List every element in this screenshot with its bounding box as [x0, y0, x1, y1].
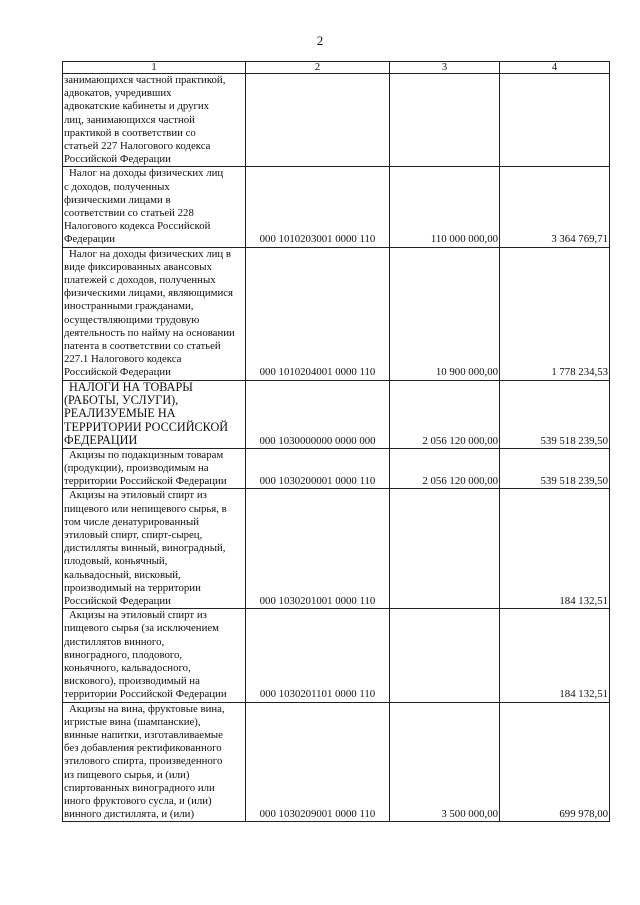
table-row	[63, 247, 610, 380]
row-budget-code: 000 1030201101 0000 110	[246, 609, 390, 702]
table-row	[63, 167, 610, 247]
row-budget-code: 000 1010204001 0000 110	[246, 247, 390, 380]
description-line: пищевого или непищевого сырья, в	[64, 502, 227, 515]
row-fact-amount: 539 518 239,50	[500, 380, 610, 448]
description-line: НАЛОГИ НА ТОВАРЫ	[69, 379, 193, 394]
description-line: без добавления ректификованного	[64, 742, 222, 755]
row-plan-amount: 2 056 120 000,00	[390, 448, 500, 489]
description-line: игристые вина (шампанские),	[64, 715, 201, 728]
description-line: лиц, занимающихся частной	[64, 113, 195, 126]
row-description	[63, 448, 246, 489]
table-header-row	[63, 62, 610, 74]
description-line: пищевого сырья (за исключением	[64, 622, 219, 635]
description-line: спиртованных виноградного или	[64, 781, 215, 794]
table-row	[63, 489, 610, 609]
row-plan-amount: 3 500 000,00	[390, 702, 500, 822]
table-row	[63, 380, 610, 448]
row-plan-amount: 110 000 000,00	[390, 167, 500, 247]
description-line: плодовый, коньячный,	[64, 555, 168, 568]
description-line: из пищевого сырья, и (или)	[64, 768, 190, 781]
description-line: Федерации	[64, 233, 115, 246]
description-line: Российской Федерации	[64, 594, 171, 607]
row-budget-code: 000 1030209001 0000 110	[246, 702, 390, 822]
description-line: Акцизы на вина, фруктовые вина,	[69, 702, 225, 715]
row-fact-amount	[500, 74, 610, 167]
row-description	[63, 74, 246, 167]
row-plan-amount: 10 900 000,00	[390, 247, 500, 380]
description-line: винные напитки, изготавливаемые	[64, 728, 223, 741]
description-line: иностранными гражданами,	[64, 300, 194, 313]
description-line: этиловый спирт, спирт-сырец,	[64, 528, 203, 541]
row-budget-code: 000 1010203001 0000 110	[246, 167, 390, 247]
row-description	[63, 167, 246, 247]
revenue-table	[62, 61, 610, 822]
description-line: физическими лицами, являющимися	[64, 287, 233, 300]
description-line: дистиллятов винного,	[64, 635, 165, 648]
row-plan-amount	[390, 74, 500, 167]
description-line: адвокатов, учредивших	[64, 87, 172, 100]
row-plan-amount	[390, 489, 500, 609]
description-line: этилового спирта, произведенного	[64, 755, 223, 768]
row-description	[63, 609, 246, 702]
description-line: Налог на доходы физических лиц в	[69, 247, 231, 260]
description-line: виноградного, плодового,	[64, 648, 183, 661]
description-line: практикой в соответствии со	[64, 126, 196, 139]
description-line: Налогового кодекса Российской	[64, 220, 211, 233]
row-fact-amount: 1 778 234,53	[500, 247, 610, 380]
description-line: ФЕДЕРАЦИИ	[64, 433, 138, 448]
description-line: РЕАЛИЗУЕМЫЕ НА	[64, 406, 176, 421]
description-line: кальвадосный, висковый,	[64, 568, 181, 581]
row-fact-amount: 3 364 769,71	[500, 167, 610, 247]
description-line: с доходов, полученных	[64, 180, 170, 193]
row-budget-code	[246, 74, 390, 167]
column-header-2: 2	[246, 62, 390, 74]
description-line: иного фруктового сусла, и (или)	[64, 794, 212, 807]
description-line: территории Российской Федерации	[64, 475, 227, 488]
column-header-4: 4	[500, 62, 610, 74]
row-budget-code: 000 1030200001 0000 110	[246, 448, 390, 489]
row-budget-code: 000 1030000000 0000 000	[246, 380, 390, 448]
table-row	[63, 448, 610, 489]
row-description	[63, 489, 246, 609]
description-line: Акцизы по подакцизным товарам	[69, 448, 224, 461]
column-header-3: 3	[390, 62, 500, 74]
row-description	[63, 380, 246, 448]
description-line: 227.1 Налогового кодекса	[64, 353, 182, 366]
table-row	[63, 609, 610, 702]
description-line: занимающихся частной практикой,	[64, 74, 226, 86]
description-line: деятельность по найму на основании	[64, 326, 235, 339]
description-line: соответствии со статьей 228	[64, 207, 194, 220]
description-line: дистилляты винный, виноградный,	[64, 542, 226, 555]
row-fact-amount: 539 518 239,50	[500, 448, 610, 489]
row-description	[63, 702, 246, 822]
description-line: территории Российской Федерации	[64, 688, 227, 701]
description-line: статьей 227 Налогового кодекса	[64, 140, 211, 153]
column-header-1: 1	[63, 62, 246, 74]
description-line: осуществляющими трудовую	[64, 313, 200, 326]
description-line: адвокатские кабинеты и других	[64, 100, 210, 113]
description-line: Налог на доходы физических лиц	[69, 167, 224, 180]
description-line: виде фиксированных авансовых	[64, 260, 212, 273]
description-line: ТЕРРИТОРИИ РОССИЙСКОЙ	[64, 419, 229, 434]
description-line: (РАБОТЫ, УСЛУГИ),	[64, 393, 179, 408]
description-line: коньячного, кальвадосного,	[64, 661, 191, 674]
description-line: Российской Федерации	[64, 153, 171, 166]
description-line: платежей с доходов, полученных	[64, 274, 216, 287]
description-line: том числе денатурированный	[64, 515, 200, 528]
row-budget-code: 000 1030201001 0000 110	[246, 489, 390, 609]
row-fact-amount: 184 132,51	[500, 609, 610, 702]
row-plan-amount: 2 056 120 000,00	[390, 380, 500, 448]
row-fact-amount: 184 132,51	[500, 489, 610, 609]
row-plan-amount	[390, 609, 500, 702]
description-line: производимый на территории	[64, 581, 201, 594]
description-line: физическими лицами в	[64, 193, 171, 206]
description-line: (продукции), производимым на	[64, 461, 209, 474]
table-row	[63, 74, 610, 167]
page-number: 2	[316, 33, 324, 48]
description-line: винного дистиллята, и (или)	[64, 808, 195, 821]
table-row	[63, 702, 610, 822]
row-description	[63, 247, 246, 380]
description-line: Российской Федерации	[64, 366, 171, 379]
description-line: патента в соответствии со статьей	[64, 340, 221, 353]
row-fact-amount: 699 978,00	[500, 702, 610, 822]
description-line: Акцизы на этиловый спирт из	[69, 489, 207, 502]
description-line: вискового), производимый на	[64, 675, 200, 688]
description-line: Акцизы на этиловый спирт из	[69, 609, 207, 622]
